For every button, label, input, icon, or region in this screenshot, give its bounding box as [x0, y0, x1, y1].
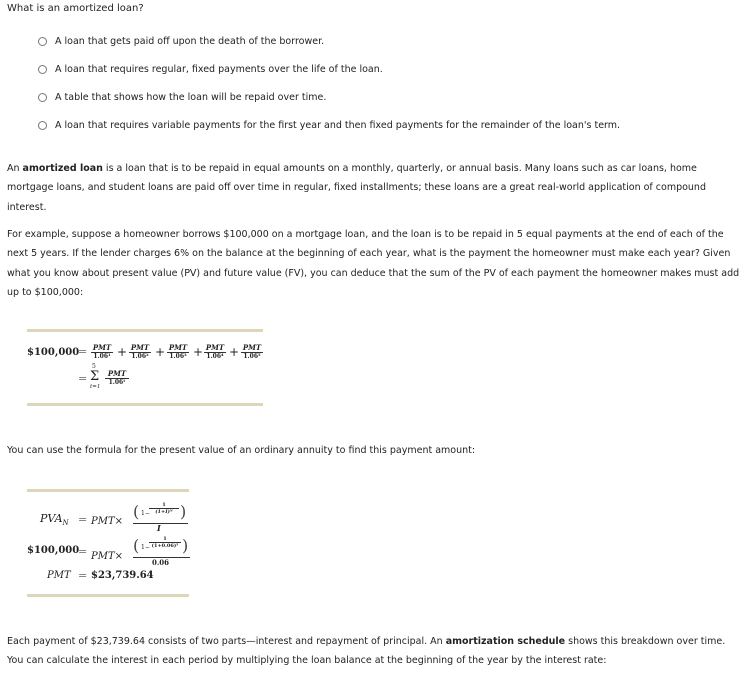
numerator: PMT	[242, 343, 262, 352]
fraction-term-1	[91, 343, 113, 360]
inner-fraction	[149, 502, 179, 515]
radio-button[interactable]	[38, 37, 47, 46]
denominator: 1.06ᵗ	[108, 379, 126, 386]
numerator: 1	[149, 536, 181, 543]
formula-top-rule	[27, 489, 189, 492]
option-label: A loan that gets paid off upon the death of the borrower.	[55, 36, 325, 47]
question-title: What is an amortized loan?	[7, 3, 144, 14]
option-label: A loan that requires regular, fixed payments over the life of the loan.	[55, 64, 383, 75]
fraction-term-5	[241, 343, 263, 360]
numerator: PMT	[130, 343, 150, 352]
plus-sign: +	[155, 345, 166, 359]
denominator: 1.06⁵	[243, 353, 261, 360]
fraction-term-2	[129, 343, 151, 360]
pva-text: PVA	[40, 512, 63, 525]
pva-label	[40, 512, 69, 527]
formula2-lhs: $100,000	[27, 545, 80, 556]
option-3[interactable]	[38, 92, 326, 103]
denominator: 1.06⁴	[206, 353, 224, 360]
equals-sign: =	[78, 545, 88, 558]
option-label: A loan that requires variable payments for the first year and then fixed payments for the remainder of the loan's term.	[55, 120, 621, 131]
inner-fraction	[149, 536, 181, 549]
radio-button[interactable]	[38, 121, 47, 130]
equals-sign: =	[78, 372, 88, 385]
pmt-label: PMT	[47, 570, 71, 581]
option-4[interactable]	[38, 120, 620, 131]
plus-sign: +	[193, 345, 204, 359]
denominator: 1.06¹	[93, 353, 111, 360]
fraction-term-3	[167, 343, 189, 360]
paren-close: )	[182, 536, 189, 555]
fraction-term-4	[204, 343, 226, 360]
denominator: 1.06³	[169, 353, 187, 360]
denominator: (1+0.06)⁵	[151, 543, 179, 549]
paren-open: (	[133, 502, 140, 521]
numerator: 1	[149, 502, 179, 509]
one-minus: 1−	[141, 544, 150, 551]
plus-sign: +	[229, 345, 240, 359]
denominator: (1+I)ᴺ	[155, 509, 173, 515]
plus-sign: +	[117, 345, 128, 359]
radio-button[interactable]	[38, 65, 47, 74]
formula-bottom-rule	[27, 403, 263, 406]
text: An	[7, 163, 23, 174]
paren-open: (	[133, 536, 140, 555]
radio-button[interactable]	[38, 93, 47, 102]
pmt-times: PMT×	[91, 551, 124, 562]
numerator: PMT	[105, 369, 129, 379]
formula-top-rule	[27, 329, 263, 332]
equals-sign: =	[78, 569, 88, 582]
explanation-paragraph-3: You can use the formula for the present value of an ordinary annuity to find this payment amount:	[7, 445, 476, 456]
paren-close: )	[180, 502, 187, 521]
term-amortization-schedule: amortization schedule	[445, 636, 566, 647]
text: shows this breakdown over time. You can calculate the interest in each period by multiplying the loan balance at the beginning of the year by the interest rate:	[7, 636, 726, 667]
explanation-paragraph-1	[7, 159, 742, 217]
sigma-lower: t=1	[90, 384, 101, 390]
formula-bottom-rule	[27, 594, 189, 597]
pmt-result: $23,739.64	[91, 570, 154, 581]
pmt-times: PMT×	[91, 516, 124, 527]
term-amortized-loan: amortized loan	[22, 163, 103, 174]
option-2[interactable]	[38, 64, 383, 75]
rate-denominator: 0.06	[152, 558, 170, 567]
one-minus: 1−	[141, 510, 150, 517]
equals-sign: =	[78, 345, 88, 358]
formula1-lhs: $100,000	[27, 347, 80, 358]
sum-fraction	[105, 369, 129, 386]
denominator: 1.06²	[131, 353, 149, 360]
option-label: A table that shows how the loan will be repaid over time.	[55, 92, 327, 103]
sigma-symbol: Σ	[90, 369, 100, 384]
numerator: PMT	[92, 343, 112, 352]
text: is a loan that is to be repaid in equal amounts on a monthly, quarterly, or annual basis. Many loans such as car loans, home mortgage loans, and student loans are paid off over time in regular, fixed installments; these loans are a great real-world application of compound interest.	[7, 163, 706, 213]
explanation-paragraph-4	[7, 632, 742, 671]
rate-denominator: I	[157, 523, 161, 533]
text: Each payment of $23,739.64 consists of two parts—interest and repayment of principal. An	[7, 636, 446, 647]
numerator: PMT	[168, 343, 188, 352]
pva-subscript: N	[62, 519, 69, 528]
numerator: PMT	[205, 343, 225, 352]
explanation-paragraph-2: For example, suppose a homeowner borrows $100,000 on a mortgage loan, and the loan is to be repaid in 5 equal payments at the end of each of the next 5 years. If the lender charges 6% on the balance at the beginning of each year, what is the payment the homeowner must make each year? Given what you know about present value (PV) and future value (FV), you can deduce that the sum of the PV of each payment the homeowner makes must add up to $100,000:	[7, 229, 740, 298]
option-1[interactable]	[38, 36, 324, 47]
equals-sign: =	[78, 513, 88, 526]
sigma-upper: 5	[92, 363, 96, 370]
